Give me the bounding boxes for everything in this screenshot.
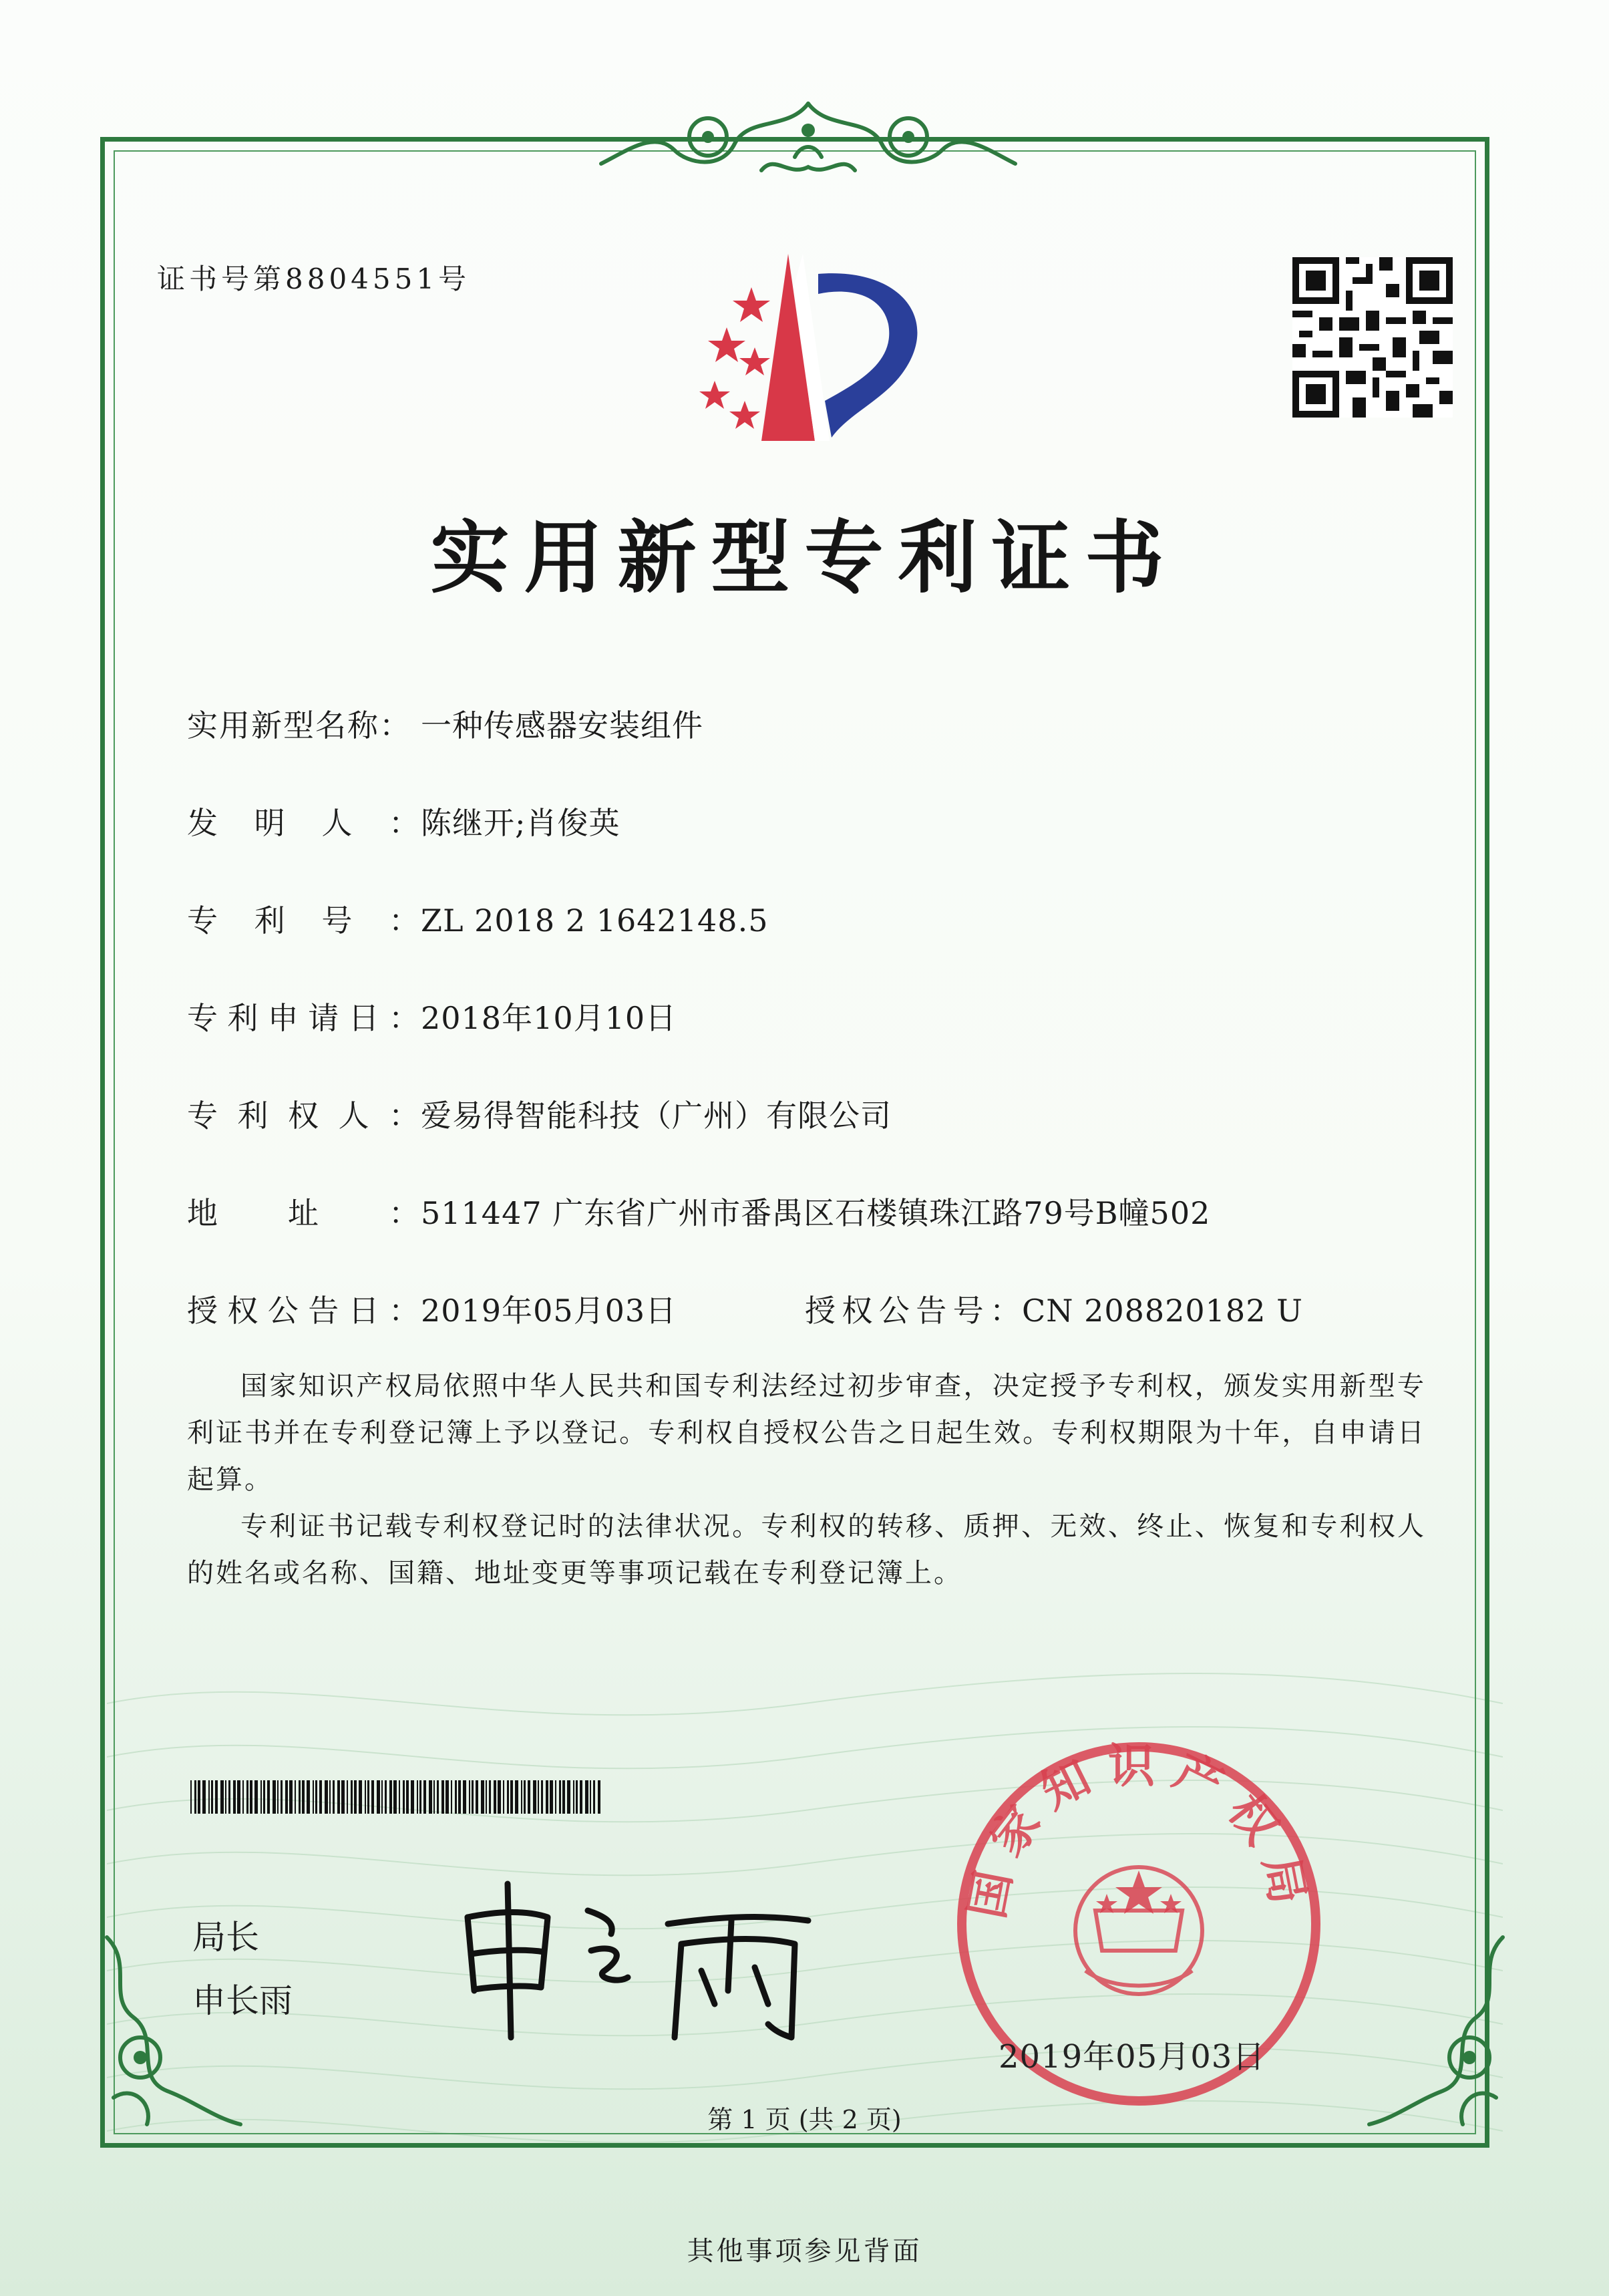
barcode-bar — [260, 1780, 262, 1814]
barcode-bar — [389, 1780, 392, 1814]
field-value: ZL 2018 2 1642148.5 — [421, 903, 769, 939]
barcode-bar — [377, 1780, 380, 1814]
field-value: 爱易得智能科技（广州）有限公司 — [421, 1098, 892, 1134]
field-filing-date — [187, 994, 677, 1038]
seal-date: 2019年05月03日 — [999, 2038, 1266, 2076]
barcode-bar — [246, 1780, 248, 1814]
barcode-bar — [399, 1780, 400, 1814]
field-inventor — [187, 799, 620, 843]
barcode-bar — [498, 1780, 501, 1814]
barcode-bar — [481, 1780, 484, 1814]
barcode-bar — [429, 1780, 432, 1814]
barcode-icon — [190, 1780, 604, 1814]
barcode-bar — [295, 1780, 296, 1814]
top-scroll-ornament-icon — [574, 90, 1042, 190]
field-value: 陈继开;肖俊英 — [421, 805, 620, 841]
barcode-bar — [433, 1780, 435, 1814]
barcode-bar — [441, 1780, 444, 1814]
barcode-bar — [573, 1780, 574, 1814]
barcode-bar — [406, 1780, 409, 1814]
barcode-bar — [437, 1780, 439, 1814]
barcode-bar — [385, 1780, 387, 1814]
barcode-bar — [445, 1780, 449, 1814]
barcode-bar — [469, 1780, 470, 1814]
barcode-bar — [315, 1780, 317, 1814]
field-patentee — [187, 1092, 892, 1136]
barcode-bar — [263, 1780, 265, 1814]
field-patent-number — [187, 896, 768, 941]
barcode-bar — [202, 1780, 206, 1814]
barcode-bar — [351, 1780, 353, 1814]
field-value: CN 208820182 U — [1022, 1293, 1303, 1329]
barcode-bar — [367, 1780, 369, 1814]
director-title: 局长 — [192, 1918, 259, 1957]
barcode-bar — [503, 1780, 504, 1814]
barcode-bar — [555, 1780, 556, 1814]
barcode-bar — [250, 1780, 252, 1814]
barcode-bar — [546, 1780, 548, 1814]
body-paragraph: 专利证书记载专利权登记时的法律状况。专利权的转移、质押、无效、终止、恢复和专利权人的姓名或名称、国籍、地址变更等事项记载在专利登记簿上。 — [187, 1511, 1426, 1589]
barcode-bar — [494, 1780, 496, 1814]
barcode-bar — [590, 1780, 591, 1814]
barcode-bar — [455, 1780, 457, 1814]
barcode-bar — [228, 1780, 230, 1814]
barcode-bar — [567, 1780, 570, 1814]
patent-office-logo-icon — [681, 247, 942, 448]
barcode-bar — [325, 1780, 328, 1814]
barcode-bar — [458, 1780, 461, 1814]
barcode-bar — [510, 1780, 513, 1814]
barcode-bar — [220, 1780, 224, 1814]
barcode-bar — [451, 1780, 452, 1814]
barcode-bar — [289, 1780, 293, 1814]
barcode-bar — [299, 1780, 301, 1814]
barcode-bar — [489, 1780, 491, 1814]
director-name: 申长雨 — [192, 1981, 293, 2020]
barcode-bar — [472, 1780, 474, 1814]
barcode-bar — [585, 1780, 588, 1814]
barcode-bar — [267, 1780, 270, 1814]
barcode-bar — [521, 1780, 522, 1814]
field-label: 发明人： — [187, 805, 421, 841]
body-paragraph: 国家知识产权局依照中华人民共和国专利法经过初步审查，决定授予专利权，颁发实用新型专利证书并在专利登记簿上予以登记。专利权自授权公告之日起生效。专利权期限为十年，自申请日起算。 — [187, 1371, 1426, 1495]
barcode-bar — [411, 1780, 414, 1814]
barcode-bar — [507, 1780, 509, 1814]
barcode-bar — [354, 1780, 357, 1814]
field-label: 专利号： — [187, 903, 421, 939]
barcode-bar — [580, 1780, 582, 1814]
barcode-bar — [562, 1780, 565, 1814]
field-label: 专利申请日： — [187, 1000, 421, 1036]
field-label: 专利权人： — [187, 1098, 421, 1134]
barcode-bar — [329, 1780, 331, 1814]
back-side-note: 其他事项参见背面 — [687, 2236, 922, 2267]
barcode-bar — [419, 1780, 421, 1814]
field-label: 授权公告日： — [187, 1293, 421, 1329]
barcode-bar — [347, 1780, 348, 1814]
certificate-title: 实用新型专利证书 — [430, 511, 1179, 604]
barcode-bar — [208, 1780, 210, 1814]
barcode-bar — [285, 1780, 288, 1814]
barcode-bar — [307, 1780, 310, 1814]
field-value: 2019年05月03日 — [421, 1293, 677, 1329]
seal-text: 国家知识产权局 — [959, 1738, 1318, 1923]
barcode-bar — [550, 1780, 553, 1814]
barcode-bar — [476, 1780, 478, 1814]
barcode-bar — [281, 1780, 283, 1814]
barcode-bar — [393, 1780, 397, 1814]
barcode-bar — [559, 1780, 561, 1814]
barcode-bar — [233, 1780, 236, 1814]
field-value: 2018年10月10日 — [421, 1000, 677, 1036]
page-number: 第 1 页 (共 2 页) — [707, 2105, 902, 2134]
barcode-bar — [576, 1780, 578, 1814]
qr-code-icon — [1292, 257, 1453, 418]
field-grant-number — [805, 1287, 1303, 1331]
barcode-bar — [541, 1780, 543, 1814]
barcode-bar — [198, 1780, 200, 1814]
barcode-bar — [225, 1780, 226, 1814]
barcode-bar — [194, 1780, 196, 1814]
barcode-bar — [273, 1780, 276, 1814]
barcode-bar — [463, 1780, 466, 1814]
barcode-bar — [337, 1780, 340, 1814]
field-label: 实用新型名称： — [187, 707, 411, 744]
barcode-bar — [538, 1780, 539, 1814]
barcode-bar — [417, 1780, 418, 1814]
certificate-body-text — [187, 1363, 1426, 1597]
barcode-bar — [381, 1780, 383, 1814]
barcode-bar — [403, 1780, 405, 1814]
field-value: 511447 广东省广州市番禺区石楼镇珠江路79号B幢502 — [421, 1195, 1211, 1231]
certificate-number: 证书号第8804551号 — [157, 263, 471, 295]
field-grant-date — [187, 1287, 677, 1331]
barcode-bar — [333, 1780, 335, 1814]
barcode-bar — [528, 1780, 530, 1814]
field-label: 授权公告号： — [805, 1293, 1022, 1329]
barcode-bar — [359, 1780, 362, 1814]
barcode-bar — [254, 1780, 258, 1814]
barcode-bar — [365, 1780, 366, 1814]
barcode-bar — [598, 1780, 600, 1814]
barcode-bar — [371, 1780, 374, 1814]
barcode-bar — [341, 1780, 345, 1814]
barcode-bar — [237, 1780, 240, 1814]
barcode-bar — [515, 1780, 518, 1814]
field-value: 一种传感器安装组件 — [421, 707, 703, 744]
barcode-bar — [593, 1780, 595, 1814]
barcode-bar — [319, 1780, 322, 1814]
field-address — [187, 1189, 1210, 1233]
barcode-bar — [302, 1780, 305, 1814]
director-signature-icon — [448, 1870, 822, 2051]
barcode-bar — [215, 1780, 218, 1814]
field-utility-model-name — [187, 701, 703, 746]
barcode-bar — [486, 1780, 487, 1814]
barcode-bar — [313, 1780, 314, 1814]
barcode-bar — [533, 1780, 536, 1814]
barcode-bar — [423, 1780, 426, 1814]
barcode-bar — [524, 1780, 526, 1814]
barcode-bar — [211, 1780, 213, 1814]
barcode-bar — [277, 1780, 279, 1814]
barcode-bar — [190, 1780, 192, 1814]
field-label: 地址： — [187, 1195, 421, 1231]
barcode-bar — [242, 1780, 244, 1814]
